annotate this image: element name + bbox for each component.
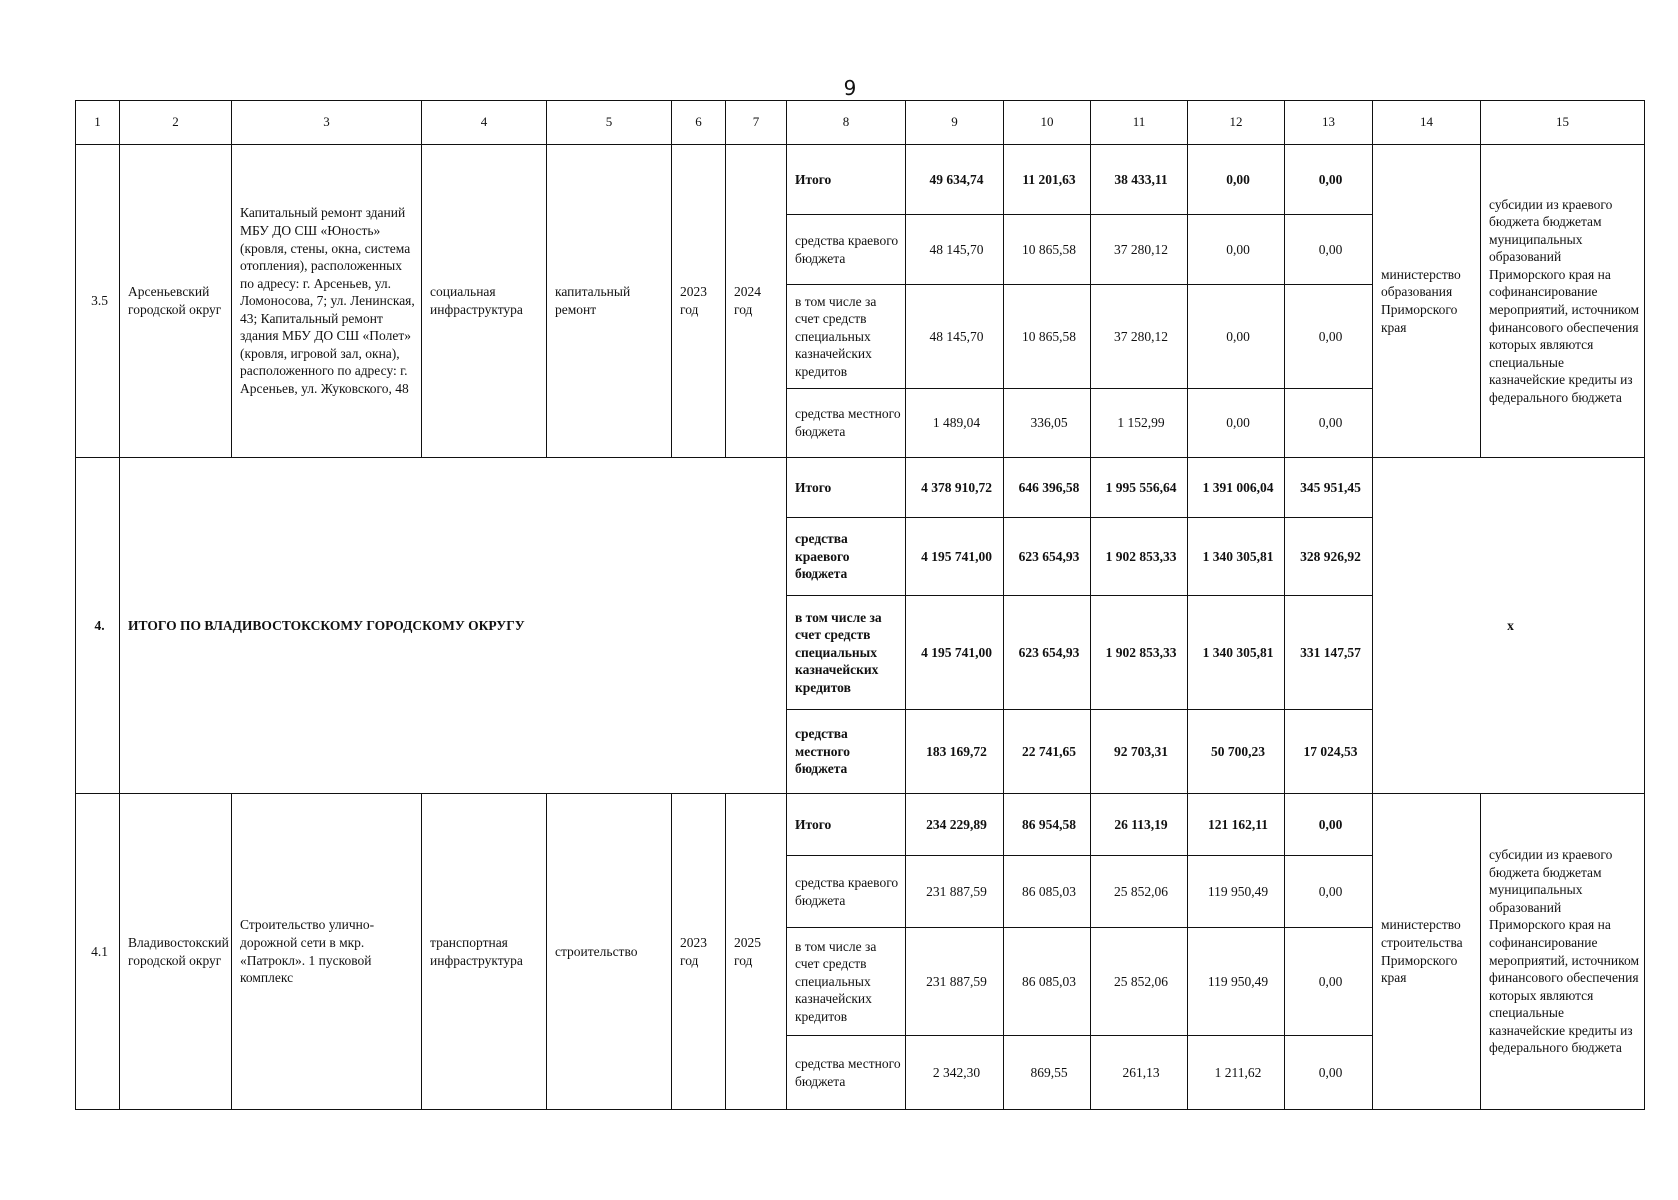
amount-cell: 1 902 853,33 bbox=[1091, 518, 1188, 596]
column-number: 13 bbox=[1285, 101, 1373, 145]
amount-cell: 119 950,49 bbox=[1188, 928, 1285, 1036]
funding-label: средства местного бюджета bbox=[787, 710, 906, 794]
table-row bbox=[76, 794, 1645, 856]
amount-cell: 38 433,11 bbox=[1091, 145, 1188, 215]
amount-cell: 4 195 741,00 bbox=[906, 518, 1004, 596]
amount-cell: 92 703,31 bbox=[1091, 710, 1188, 794]
funding-label: средства краевого бюджета bbox=[787, 518, 906, 596]
start-year-cell: 2023 год bbox=[672, 145, 726, 458]
amount-cell: 234 229,89 bbox=[906, 794, 1004, 856]
funding-label: средства краевого бюджета bbox=[787, 856, 906, 928]
amount-cell: 345 951,45 bbox=[1285, 458, 1373, 518]
column-number: 9 bbox=[906, 101, 1004, 145]
not-applicable-mark: x bbox=[1373, 458, 1645, 794]
amount-cell: 50 700,23 bbox=[1188, 710, 1285, 794]
amount-cell: 0,00 bbox=[1188, 145, 1285, 215]
amount-cell: 1 340 305,81 bbox=[1188, 518, 1285, 596]
amount-cell: 119 950,49 bbox=[1188, 856, 1285, 928]
amount-cell: 231 887,59 bbox=[906, 856, 1004, 928]
funding-label: Итого bbox=[787, 794, 906, 856]
amount-cell: 0,00 bbox=[1188, 285, 1285, 389]
amount-cell: 646 396,58 bbox=[1004, 458, 1091, 518]
funding-label: средства местного бюджета bbox=[787, 1036, 906, 1110]
amount-cell: 336,05 bbox=[1004, 389, 1091, 458]
column-number: 4 bbox=[422, 101, 547, 145]
amount-cell: 1 340 305,81 bbox=[1188, 596, 1285, 710]
municipality-cell: Владивостокский городской округ bbox=[120, 794, 232, 1110]
municipality-cell: Арсеньевский городской округ bbox=[120, 145, 232, 458]
amount-cell: 22 741,65 bbox=[1004, 710, 1091, 794]
funding-label: в том числе за счет средств специальных казначейских кредитов bbox=[787, 928, 906, 1036]
column-number: 14 bbox=[1373, 101, 1481, 145]
amount-cell: 86 954,58 bbox=[1004, 794, 1091, 856]
end-year-cell: 2024 год bbox=[726, 145, 787, 458]
infrastructure-cell: транспортная инфраструктура bbox=[422, 794, 547, 1110]
amount-cell: 0,00 bbox=[1188, 215, 1285, 285]
funding-label: Итого bbox=[787, 458, 906, 518]
column-number: 11 bbox=[1091, 101, 1188, 145]
row-number: 4. bbox=[76, 458, 120, 794]
amount-cell: 10 865,58 bbox=[1004, 285, 1091, 389]
amount-cell: 1 489,04 bbox=[906, 389, 1004, 458]
amount-cell: 0,00 bbox=[1285, 389, 1373, 458]
amount-cell: 331 147,57 bbox=[1285, 596, 1373, 710]
amount-cell: 261,13 bbox=[1091, 1036, 1188, 1110]
amount-cell: 1 902 853,33 bbox=[1091, 596, 1188, 710]
table-row bbox=[76, 145, 1645, 215]
amount-cell: 37 280,12 bbox=[1091, 215, 1188, 285]
amount-cell: 0,00 bbox=[1285, 794, 1373, 856]
funding-label: в том числе за счет средств специальных казначейских кредитов bbox=[787, 285, 906, 389]
amount-cell: 623 654,93 bbox=[1004, 596, 1091, 710]
amount-cell: 0,00 bbox=[1285, 856, 1373, 928]
table-row bbox=[76, 458, 1645, 518]
amount-cell: 1 152,99 bbox=[1091, 389, 1188, 458]
amount-cell: 17 024,53 bbox=[1285, 710, 1373, 794]
object-name-cell: Капитальный ремонт зданий МБУ ДО СШ «Юность» (кровля, стены, окна, система отопления), расположенных по адресу: г. Арсеньев, ул. Ломоносова, 7; ул. Ленинская, 43; Капитальный ремонт здания МБУ ДО СШ «Полет» (кровля, игровой зал, окна), расположенного по адресу: г. Арсеньев, ул. Жуковского, 48 bbox=[232, 145, 422, 458]
column-number: 12 bbox=[1188, 101, 1285, 145]
executor-cell: министерство строительства Приморского края bbox=[1373, 794, 1481, 1110]
amount-cell: 231 887,59 bbox=[906, 928, 1004, 1036]
page-number: 9 bbox=[843, 76, 857, 100]
funding-label: Итого bbox=[787, 145, 906, 215]
executor-cell: министерство образования Приморского края bbox=[1373, 145, 1481, 458]
amount-cell: 4 378 910,72 bbox=[906, 458, 1004, 518]
amount-cell: 1 391 006,04 bbox=[1188, 458, 1285, 518]
work-type-cell: капитальный ремонт bbox=[547, 145, 672, 458]
column-number: 7 bbox=[726, 101, 787, 145]
amount-cell: 4 195 741,00 bbox=[906, 596, 1004, 710]
column-number-row bbox=[76, 101, 1645, 145]
amount-cell: 86 085,03 bbox=[1004, 928, 1091, 1036]
amount-cell: 11 201,63 bbox=[1004, 145, 1091, 215]
funding-label: в том числе за счет средств специальных казначейских кредитов bbox=[787, 596, 906, 710]
amount-cell: 10 865,58 bbox=[1004, 215, 1091, 285]
column-number: 1 bbox=[76, 101, 120, 145]
column-number: 5 bbox=[547, 101, 672, 145]
infrastructure-cell: социальная инфраструктура bbox=[422, 145, 547, 458]
row-number: 4.1 bbox=[76, 794, 120, 1110]
funding-source-cell: субсидии из краевого бюджета бюджетам муниципальных образований Приморского края на софинансирование мероприятий, источником финансового обеспечения которых являются специальные казначейские кредиты из федерального бюджета bbox=[1481, 794, 1645, 1110]
funding-table bbox=[75, 100, 1645, 1110]
end-year-cell: 2025 год bbox=[726, 794, 787, 1110]
amount-cell: 2 342,30 bbox=[906, 1036, 1004, 1110]
funding-label: средства местного бюджета bbox=[787, 389, 906, 458]
total-title: ИТОГО ПО ВЛАДИВОСТОКСКОМУ ГОРОДСКОМУ ОКРУГУ bbox=[120, 458, 787, 794]
amount-cell: 49 634,74 bbox=[906, 145, 1004, 215]
column-number: 3 bbox=[232, 101, 422, 145]
amount-cell: 0,00 bbox=[1285, 145, 1373, 215]
column-number: 10 bbox=[1004, 101, 1091, 145]
amount-cell: 86 085,03 bbox=[1004, 856, 1091, 928]
amount-cell: 25 852,06 bbox=[1091, 856, 1188, 928]
column-number: 15 bbox=[1481, 101, 1645, 145]
amount-cell: 0,00 bbox=[1285, 928, 1373, 1036]
amount-cell: 183 169,72 bbox=[906, 710, 1004, 794]
amount-cell: 25 852,06 bbox=[1091, 928, 1188, 1036]
amount-cell: 869,55 bbox=[1004, 1036, 1091, 1110]
amount-cell: 48 145,70 bbox=[906, 285, 1004, 389]
amount-cell: 623 654,93 bbox=[1004, 518, 1091, 596]
amount-cell: 328 926,92 bbox=[1285, 518, 1373, 596]
amount-cell: 0,00 bbox=[1285, 215, 1373, 285]
amount-cell: 0,00 bbox=[1188, 389, 1285, 458]
object-name-cell: Строительство улично-дорожной сети в мкр. «Патрокл». 1 пусковой комплекс bbox=[232, 794, 422, 1110]
amount-cell: 26 113,19 bbox=[1091, 794, 1188, 856]
row-number: 3.5 bbox=[76, 145, 120, 458]
amount-cell: 1 211,62 bbox=[1188, 1036, 1285, 1110]
amount-cell: 0,00 bbox=[1285, 285, 1373, 389]
amount-cell: 121 162,11 bbox=[1188, 794, 1285, 856]
amount-cell: 37 280,12 bbox=[1091, 285, 1188, 389]
amount-cell: 0,00 bbox=[1285, 1036, 1373, 1110]
start-year-cell: 2023 год bbox=[672, 794, 726, 1110]
funding-label: средства краевого бюджета bbox=[787, 215, 906, 285]
funding-source-cell: субсидии из краевого бюджета бюджетам муниципальных образований Приморского края на софинансирование мероприятий, источником финансового обеспечения которых являются специальные казначейские кредиты из федерального бюджета bbox=[1481, 145, 1645, 458]
work-type-cell: строительство bbox=[547, 794, 672, 1110]
column-number: 6 bbox=[672, 101, 726, 145]
amount-cell: 48 145,70 bbox=[906, 215, 1004, 285]
column-number: 2 bbox=[120, 101, 232, 145]
column-number: 8 bbox=[787, 101, 906, 145]
amount-cell: 1 995 556,64 bbox=[1091, 458, 1188, 518]
